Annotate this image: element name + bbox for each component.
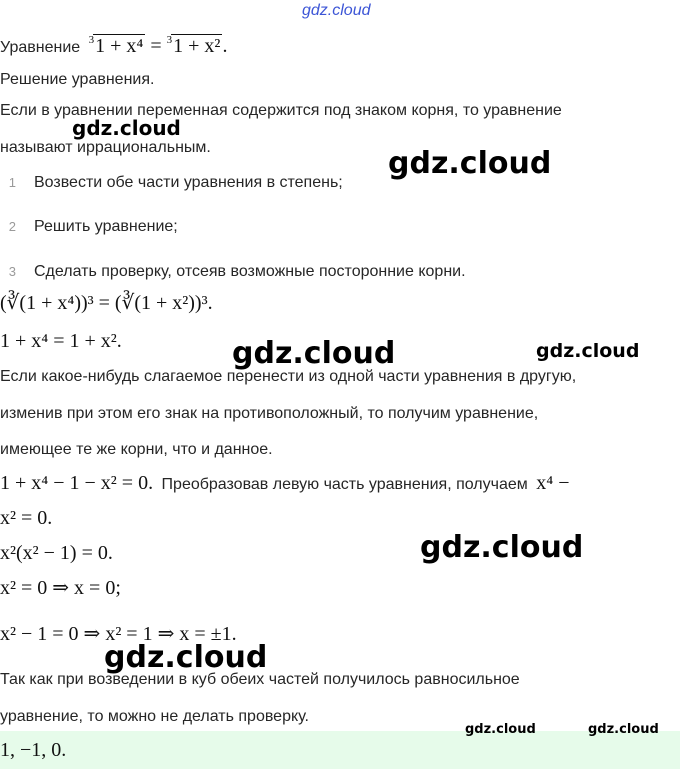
moved-equation-line (0, 471, 570, 495)
moved-tail: x⁴ − (536, 472, 570, 494)
moved-equation-cont: x² = 0. (0, 507, 53, 529)
step-number: 3 (8, 264, 16, 279)
step-item-2 (0, 217, 178, 237)
moved-equation: 1 + x⁴ − 1 − x² = 0. (0, 472, 154, 494)
watermark: gdz.cloud (104, 640, 268, 675)
step-number: 1 (8, 175, 16, 190)
answer-box (0, 731, 680, 769)
problem-equation: $^3$1 + x⁴ = $^3$1 + x² . (88, 34, 228, 57)
watermark: gdz.cloud (232, 336, 396, 371)
step-number: 2 (8, 219, 16, 234)
watermark: gdz.cloud (72, 116, 181, 140)
factored-equation: x²(x² − 1) = 0. (0, 542, 113, 564)
intro-line-1: Если в уравнении переменная содержится под знаком корня, то уравнение (0, 102, 562, 119)
cube-equation: (∛(1 + x⁴))³ = (∛(1 + x²))³. (0, 292, 213, 314)
step-item-1 (0, 173, 343, 193)
intro-line-2: называют иррациональным. (0, 139, 211, 156)
watermark: gdz.cloud (588, 722, 659, 737)
solution-heading: Решение уравнения. (0, 71, 155, 88)
conclusion-line-2: уравнение, то можно не делать проверку. (0, 708, 309, 725)
left-radicand: 1 + x⁴ (95, 35, 144, 57)
moved-text: Преобразовав левую часть уравнения, получаем (161, 476, 528, 493)
root-one: x² = 0 ⇒ x = 0; (0, 577, 121, 599)
site-header-link[interactable]: gdz.cloud (302, 2, 371, 19)
watermark: gdz.cloud (388, 146, 552, 181)
root-two: x² − 1 = 0 ⇒ x² = 1 ⇒ x = ±1. (0, 623, 237, 645)
simplified-equation: 1 + x⁴ = 1 + x². (0, 330, 122, 352)
right-radicand: 1 + x² (173, 35, 221, 57)
transfer-line-1: Если какое-нибудь слагаемое перенести из одной части уравнения в другую, (0, 368, 577, 385)
transfer-line-2: изменив при этом его знак на противоположный, то получим уравнение, (0, 405, 539, 422)
step-text: Возвести обе части уравнения в степень; (34, 174, 343, 191)
conclusion-line-1: Так как при возведении в куб обеих частей получилось равносильное (0, 671, 520, 688)
problem-statement (0, 34, 227, 61)
watermark: gdz.cloud (536, 340, 640, 362)
answer-value: 1, −1, 0. (0, 739, 67, 761)
watermark: gdz.cloud (420, 530, 584, 565)
problem-prefix: Уравнение (0, 39, 81, 56)
equation-period: . (222, 35, 228, 57)
step-text: Сделать проверку, отсеяв возможные посторонние корни. (34, 263, 466, 280)
step-item-3 (0, 262, 466, 282)
step-text: Решить уравнение; (34, 218, 178, 235)
transfer-line-3: имеющее те же корни, что и данное. (0, 441, 273, 458)
watermark: gdz.cloud (465, 722, 536, 737)
